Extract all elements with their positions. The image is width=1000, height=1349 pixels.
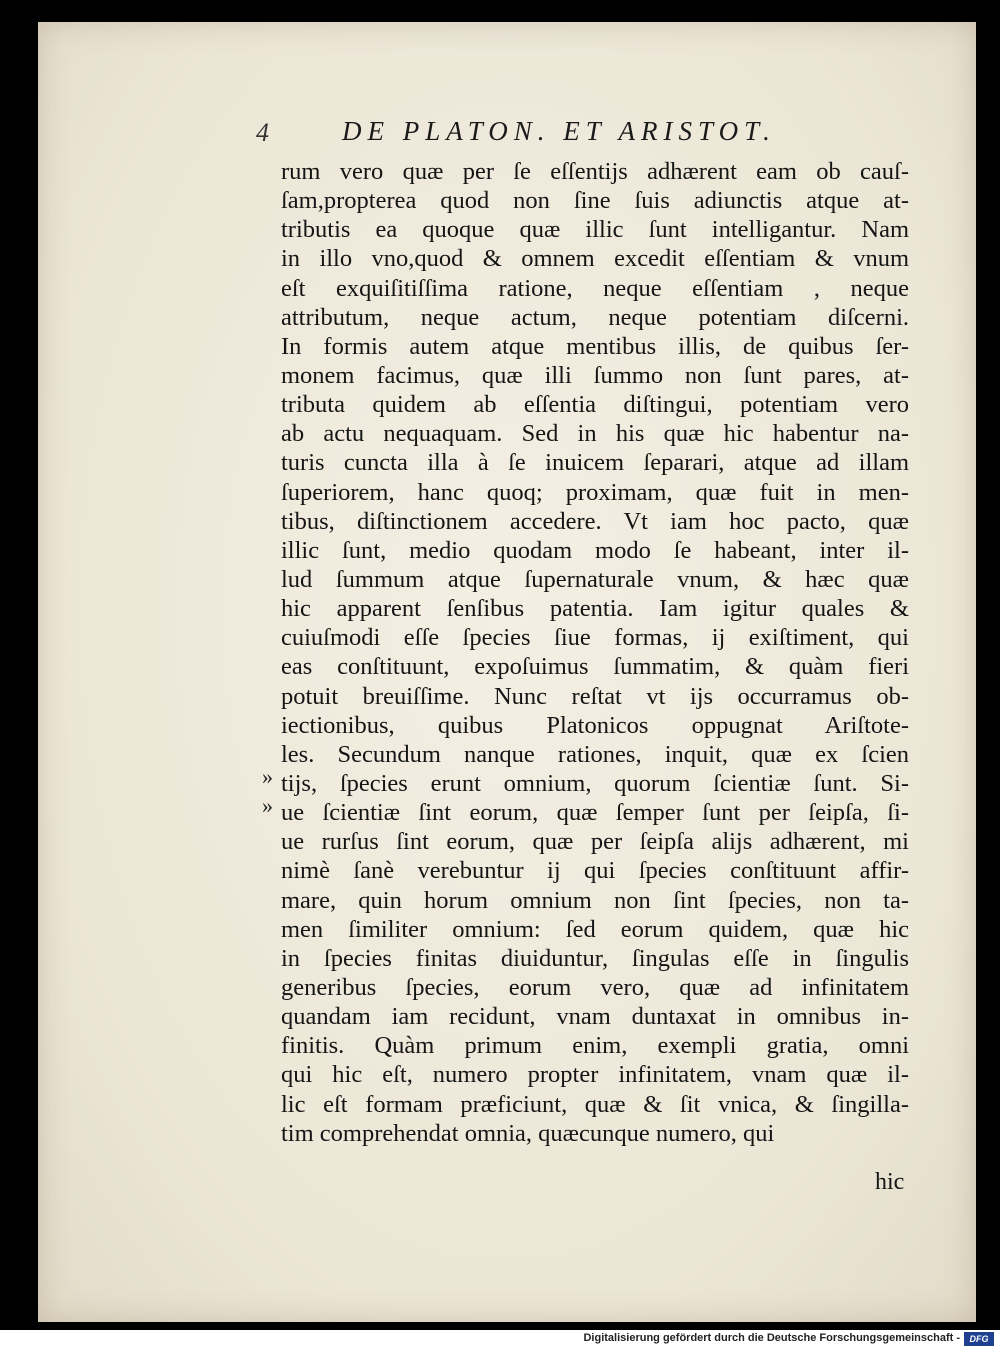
- text-line: men ſimiliter omnium: ſed eorum quidem, quæ hic: [281, 915, 909, 943]
- text-line: turis cuncta illa à ſe inuicem ſeparari, atque ad illam: [281, 449, 909, 477]
- footer-credit: Digitalisierung gefördert durch die Deutsche Forschungsgemeinschaft -: [583, 1332, 960, 1344]
- text-line: eſt exquiſitiſſima ratione, neque eſſentiam , neque: [281, 274, 909, 302]
- quote-mark: »: [262, 764, 273, 789]
- text-line: eas conſtituunt, expoſuimus ſummatim, & quàm fieri: [281, 653, 909, 681]
- text-line: illic ſunt, medio quodam modo ſe habeant, inter il-: [281, 536, 909, 564]
- page-number: 4: [256, 118, 269, 147]
- body-text: [281, 157, 909, 1148]
- text-line: iectionibus, quibus Platonicos oppugnat Ariſtote-: [281, 711, 909, 739]
- text-line: hic apparent ſenſibus patentia. Iam igitur quales &: [281, 595, 909, 623]
- text-line: monem facimus, quæ illi ſummo non ſunt pares, at-: [281, 361, 909, 389]
- quote-mark: »: [262, 793, 273, 818]
- text-line: mare, quin horum omnium non ſint ſpecies, non ta-: [281, 886, 909, 914]
- text-line: tim comprehendat omnia, quæcunque numero, qui: [281, 1119, 775, 1147]
- catchword: hic: [875, 1169, 905, 1195]
- running-head: DE PLATON. ET ARISTOT.: [342, 116, 776, 146]
- text-line: in illo vno,quod & omnem excedit eſſentiam & vnum: [281, 245, 909, 273]
- text-line: ſam,propterea quod non ſine ſuis adiunctis atque at-: [281, 187, 909, 215]
- text-line: in ſpecies finitas diuiduntur, ſingulas eſſe in ſingulis: [281, 944, 909, 972]
- dfg-logo: DFG: [964, 1332, 994, 1346]
- text-line: ue rurſus ſint eorum, quæ per ſeipſa alijs adhærent, mi: [281, 828, 909, 856]
- text-line: attributum, neque actum, neque potentiam diſcerni.: [281, 303, 909, 331]
- text-line: generibus ſpecies, eorum vero, quæ ad infinitatem: [281, 973, 909, 1001]
- text-line: tributis ea quoque quæ illic ſunt intelligantur. Nam: [281, 216, 909, 244]
- text-line: In formis autem atque mentibus illis, de quibus ſer-: [281, 332, 909, 360]
- text-line: ab actu nequaquam. Sed in his quæ hic habentur na-: [281, 420, 909, 448]
- text-line: tributa quidem ab eſſentia diſtingui, potentiam vero: [281, 391, 909, 419]
- text-line: potuit breuiſſime. Nunc reſtat vt ijs occurramus ob-: [281, 682, 909, 710]
- text-line: quandam iam recidunt, vnam duntaxat in omnibus in-: [281, 1003, 909, 1031]
- text-line: tijs, ſpecies erunt omnium, quorum ſcientiæ ſunt. Si-: [281, 769, 909, 797]
- text-line: qui hic eſt, numero propter infinitatem, vnam quæ il-: [281, 1061, 909, 1089]
- text-line: ue ſcientiæ ſint eorum, quæ ſemper ſunt per ſeipſa, ſi-: [281, 799, 909, 827]
- text-line: rum vero quæ per ſe eſſentijs adhærent eam ob cauſ-: [281, 158, 909, 185]
- text-line: cuiuſmodi eſſe ſpecies ſiue formas, ij exiſtiment, qui: [281, 624, 909, 652]
- footer-bar: [0, 1330, 1000, 1349]
- text-line: tibus, diſtinctionem accedere. Vt iam hoc pacto, quæ: [281, 507, 909, 535]
- text-line: lud ſummum atque ſupernaturale vnum, & hæc quæ: [281, 565, 909, 593]
- text-line: lic eſt formam præficiunt, quæ & ſit vnica, & ſingilla-: [281, 1090, 909, 1118]
- text-line: les. Secundum nanque rationes, inquit, quæ ex ſcien: [281, 740, 909, 768]
- text-line: nimè ſanè verebuntur ij qui ſpecies conſtituunt affir-: [281, 857, 909, 885]
- text-line: ſuperiorem, hanc quoq; proximam, quæ fuit in men-: [281, 478, 909, 506]
- text-line: finitis. Quàm primum enim, exempli gratia, omni: [281, 1032, 909, 1060]
